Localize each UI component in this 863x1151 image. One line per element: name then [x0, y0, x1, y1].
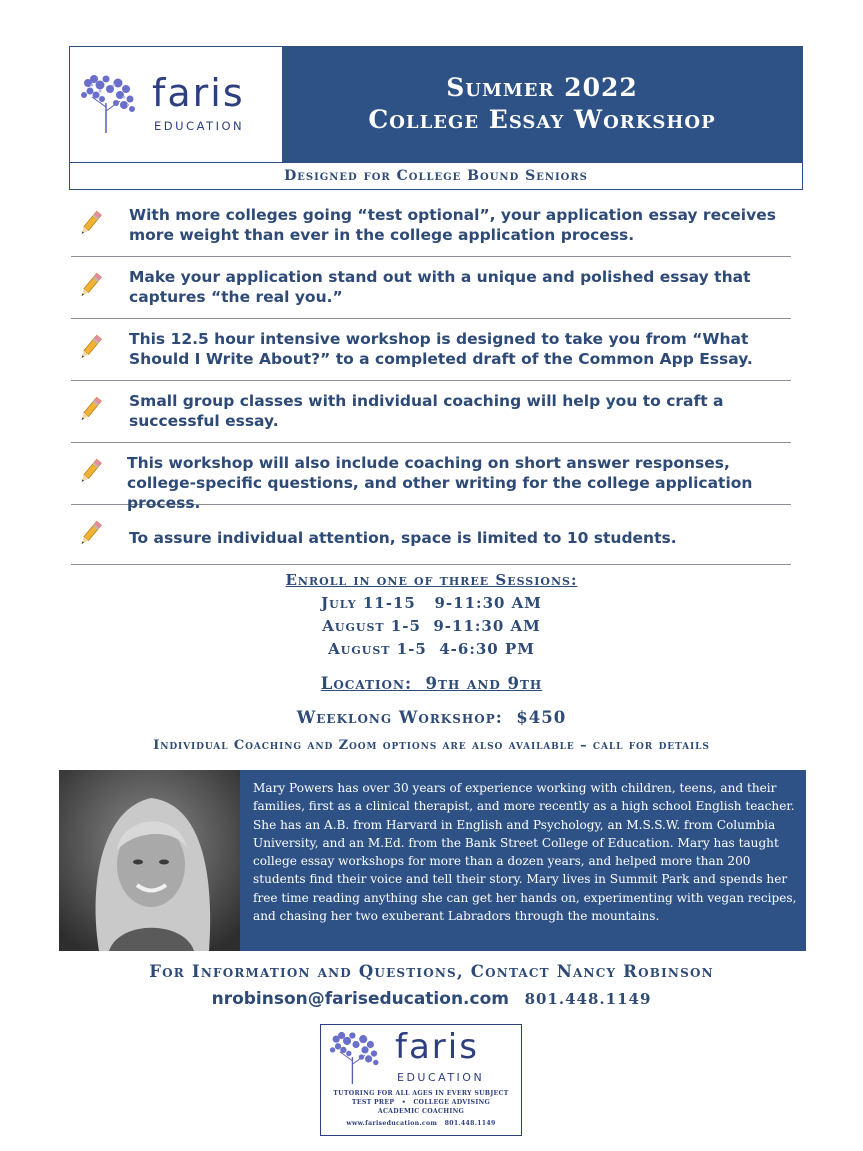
list-item — [71, 505, 791, 565]
logo-subtext: EDUCATION — [154, 119, 245, 133]
location: Location: 9th and 9th — [320, 674, 543, 693]
pencil-icon — [75, 519, 105, 549]
list-item — [71, 443, 791, 512]
session-item: August 1-5 9-11:30 AM — [322, 617, 541, 635]
bullet-text: Make your application stand out with a unique and polished essay that captures “the real you.” — [129, 268, 751, 306]
flower-tree-icon — [80, 73, 140, 135]
pencil-icon — [75, 209, 105, 239]
options-note: Individual Coaching and Zoom options are also available – call for details — [153, 738, 710, 753]
list-item — [71, 257, 791, 319]
card-contact: www.fariseducation.com 801.448.1149 — [346, 1120, 496, 1127]
portrait-photo — [59, 770, 240, 951]
contact-email[interactable]: nrobinson@fariseducation.com — [211, 989, 509, 1009]
bullet-list — [71, 195, 791, 565]
pencil-icon — [75, 457, 105, 487]
session-item: July 11-15 9-11:30 AM — [321, 594, 542, 612]
pencil-icon — [75, 395, 105, 425]
card-coaching: ACADEMIC COACHING — [377, 1108, 465, 1115]
price: Weeklong Workshop: $450 — [296, 708, 567, 727]
list-item — [71, 195, 791, 257]
bullet-text: This 12.5 hour intensive workshop is designed to take you from “What Should I Write About?” to a completed draft of the Common App Essay. — [129, 330, 753, 368]
contact-phone[interactable]: 801.448.1149 — [524, 990, 652, 1008]
list-item — [71, 381, 791, 443]
logo-wordmark: faris — [152, 71, 245, 115]
pencil-icon — [75, 271, 105, 301]
card-tagline: TUTORING FOR ALL AGES IN EVERY SUBJECT — [333, 1090, 509, 1097]
bio-text: Mary Powers has over 30 years of experience working with children, teens, and their families, first as a clinical therapist, and more recently as a high school English teacher. She has an A.B. from Harvard in English and Psychology, an M.S.S.W. from Columbia University, and an M.Ed. from the Bank Street College of Education. Mary has taught college essay workshops for more than a dozen years, and helped more than 200 students find their voice and tell their story. Mary lives in Summit Park and spends her free time reading anything she can get her hands on, experimenting with vegan recipes, and chasing her two exuberant Labradors through the mountains. — [253, 781, 797, 924]
title-banner — [282, 47, 802, 162]
logo-subtext: EDUCATION — [397, 1071, 485, 1084]
page-title-line1: Summer 2022 — [446, 73, 638, 102]
bullet-text: To assure individual attention, space is limited to 10 students. — [129, 529, 677, 547]
bullet-text: This workshop will also include coaching on short answer responses, college-specific questions, and other writing for the college application process. — [127, 454, 753, 512]
footer-logo-card — [320, 1024, 522, 1136]
sessions-heading: Enroll in one of three Sessions: — [285, 571, 578, 589]
page-title-line2: College Essay Workshop — [368, 105, 716, 134]
session-item: August 1-5 4-6:30 PM — [328, 640, 535, 658]
flower-tree-icon — [329, 1030, 383, 1086]
bullet-text: With more colleges going “test optional”, your application essay receives more weight than ever in the college application process. — [129, 206, 776, 244]
bio-panel — [59, 770, 806, 951]
list-item — [71, 319, 791, 381]
pencil-icon — [75, 333, 105, 363]
contact-heading: For Information and Questions, Contact Nancy Robinson — [149, 962, 714, 981]
subtitle: Designed for College Bound Seniors — [70, 162, 802, 191]
card-services: TEST PREP • COLLEGE ADVISING — [351, 1099, 491, 1106]
header-box — [69, 46, 803, 190]
header-logo — [70, 47, 282, 161]
logo-wordmark: faris — [395, 1027, 479, 1067]
contact-line — [0, 989, 863, 1009]
bullet-text: Small group classes with individual coaching will help you to craft a successful essay. — [129, 392, 724, 430]
